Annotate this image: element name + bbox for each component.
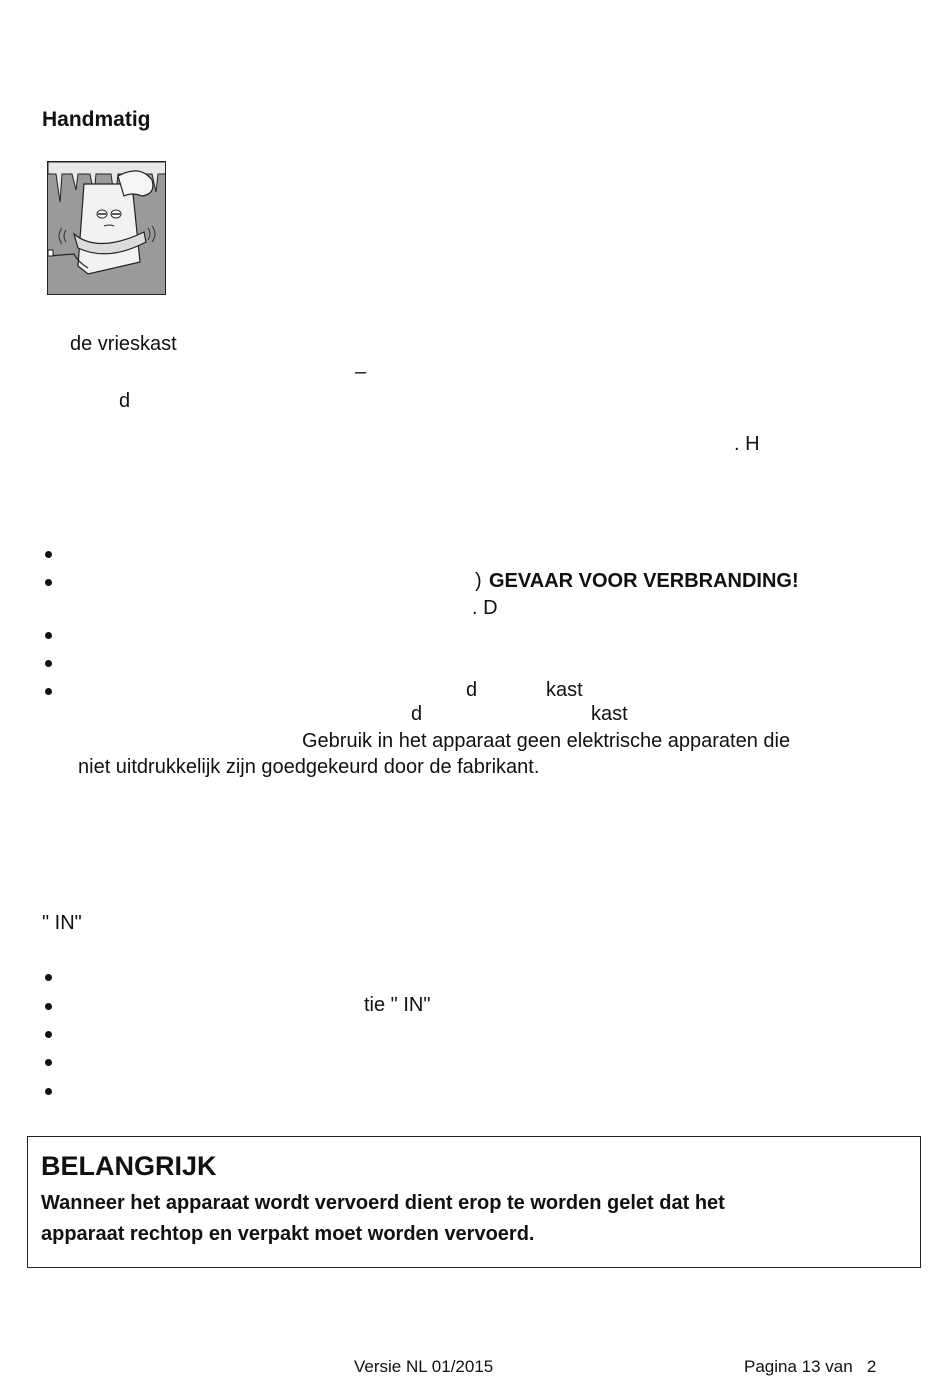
paragraph-line-3: d — [119, 390, 131, 412]
bullet-marker — [45, 1026, 55, 1036]
bullet-marker — [45, 627, 55, 637]
footer-page-number: Pagina 13 van 2 — [744, 1357, 877, 1376]
bullet-marker — [45, 683, 55, 693]
bullet-marker — [45, 969, 55, 979]
bullet-marker — [45, 655, 55, 665]
bullet-text: kast — [591, 703, 628, 725]
bullet-text: Gebruik in het apparaat geen elektrische apparaten die — [302, 730, 791, 752]
paragraph-line-1: de vrieskast — [70, 333, 177, 355]
bullet-text: niet uitdrukkelijk zijn goedgekeurd door de fabrikant. — [78, 756, 540, 778]
bullet-text: d — [411, 703, 423, 725]
important-notice-box — [27, 1136, 921, 1268]
bullet-text: kast — [546, 679, 583, 701]
bullet-marker — [45, 1054, 55, 1064]
section-heading: Handmatig — [42, 108, 151, 131]
paragraph-line-2: – — [355, 361, 367, 383]
warning-text: GEVAAR VOOR VERBRANDING! — [489, 570, 799, 592]
bullet-marker — [45, 546, 55, 556]
bullet-marker — [45, 1083, 55, 1093]
bullet-text: . D — [472, 597, 498, 619]
bullet-text: d — [466, 679, 478, 701]
defrost-illustration — [47, 161, 166, 295]
notice-title: BELANGRIJK — [41, 1151, 217, 1181]
paragraph-line-4: . H — [734, 433, 760, 455]
footer-version: Versie NL 01/2015 — [354, 1357, 494, 1376]
bullet-text: ) — [475, 570, 482, 592]
bullet-marker — [45, 574, 55, 584]
section-line: " IN" — [42, 912, 82, 934]
notice-line-1: Wanneer het apparaat wordt vervoerd dient erop te worden gelet dat het — [41, 1192, 725, 1214]
bullet-marker — [45, 998, 55, 1008]
defrost-freezer-icon — [48, 162, 166, 295]
bullet-text: tie " IN" — [364, 994, 431, 1016]
notice-line-2: apparaat rechtop en verpakt moet worden vervoerd. — [41, 1223, 535, 1245]
